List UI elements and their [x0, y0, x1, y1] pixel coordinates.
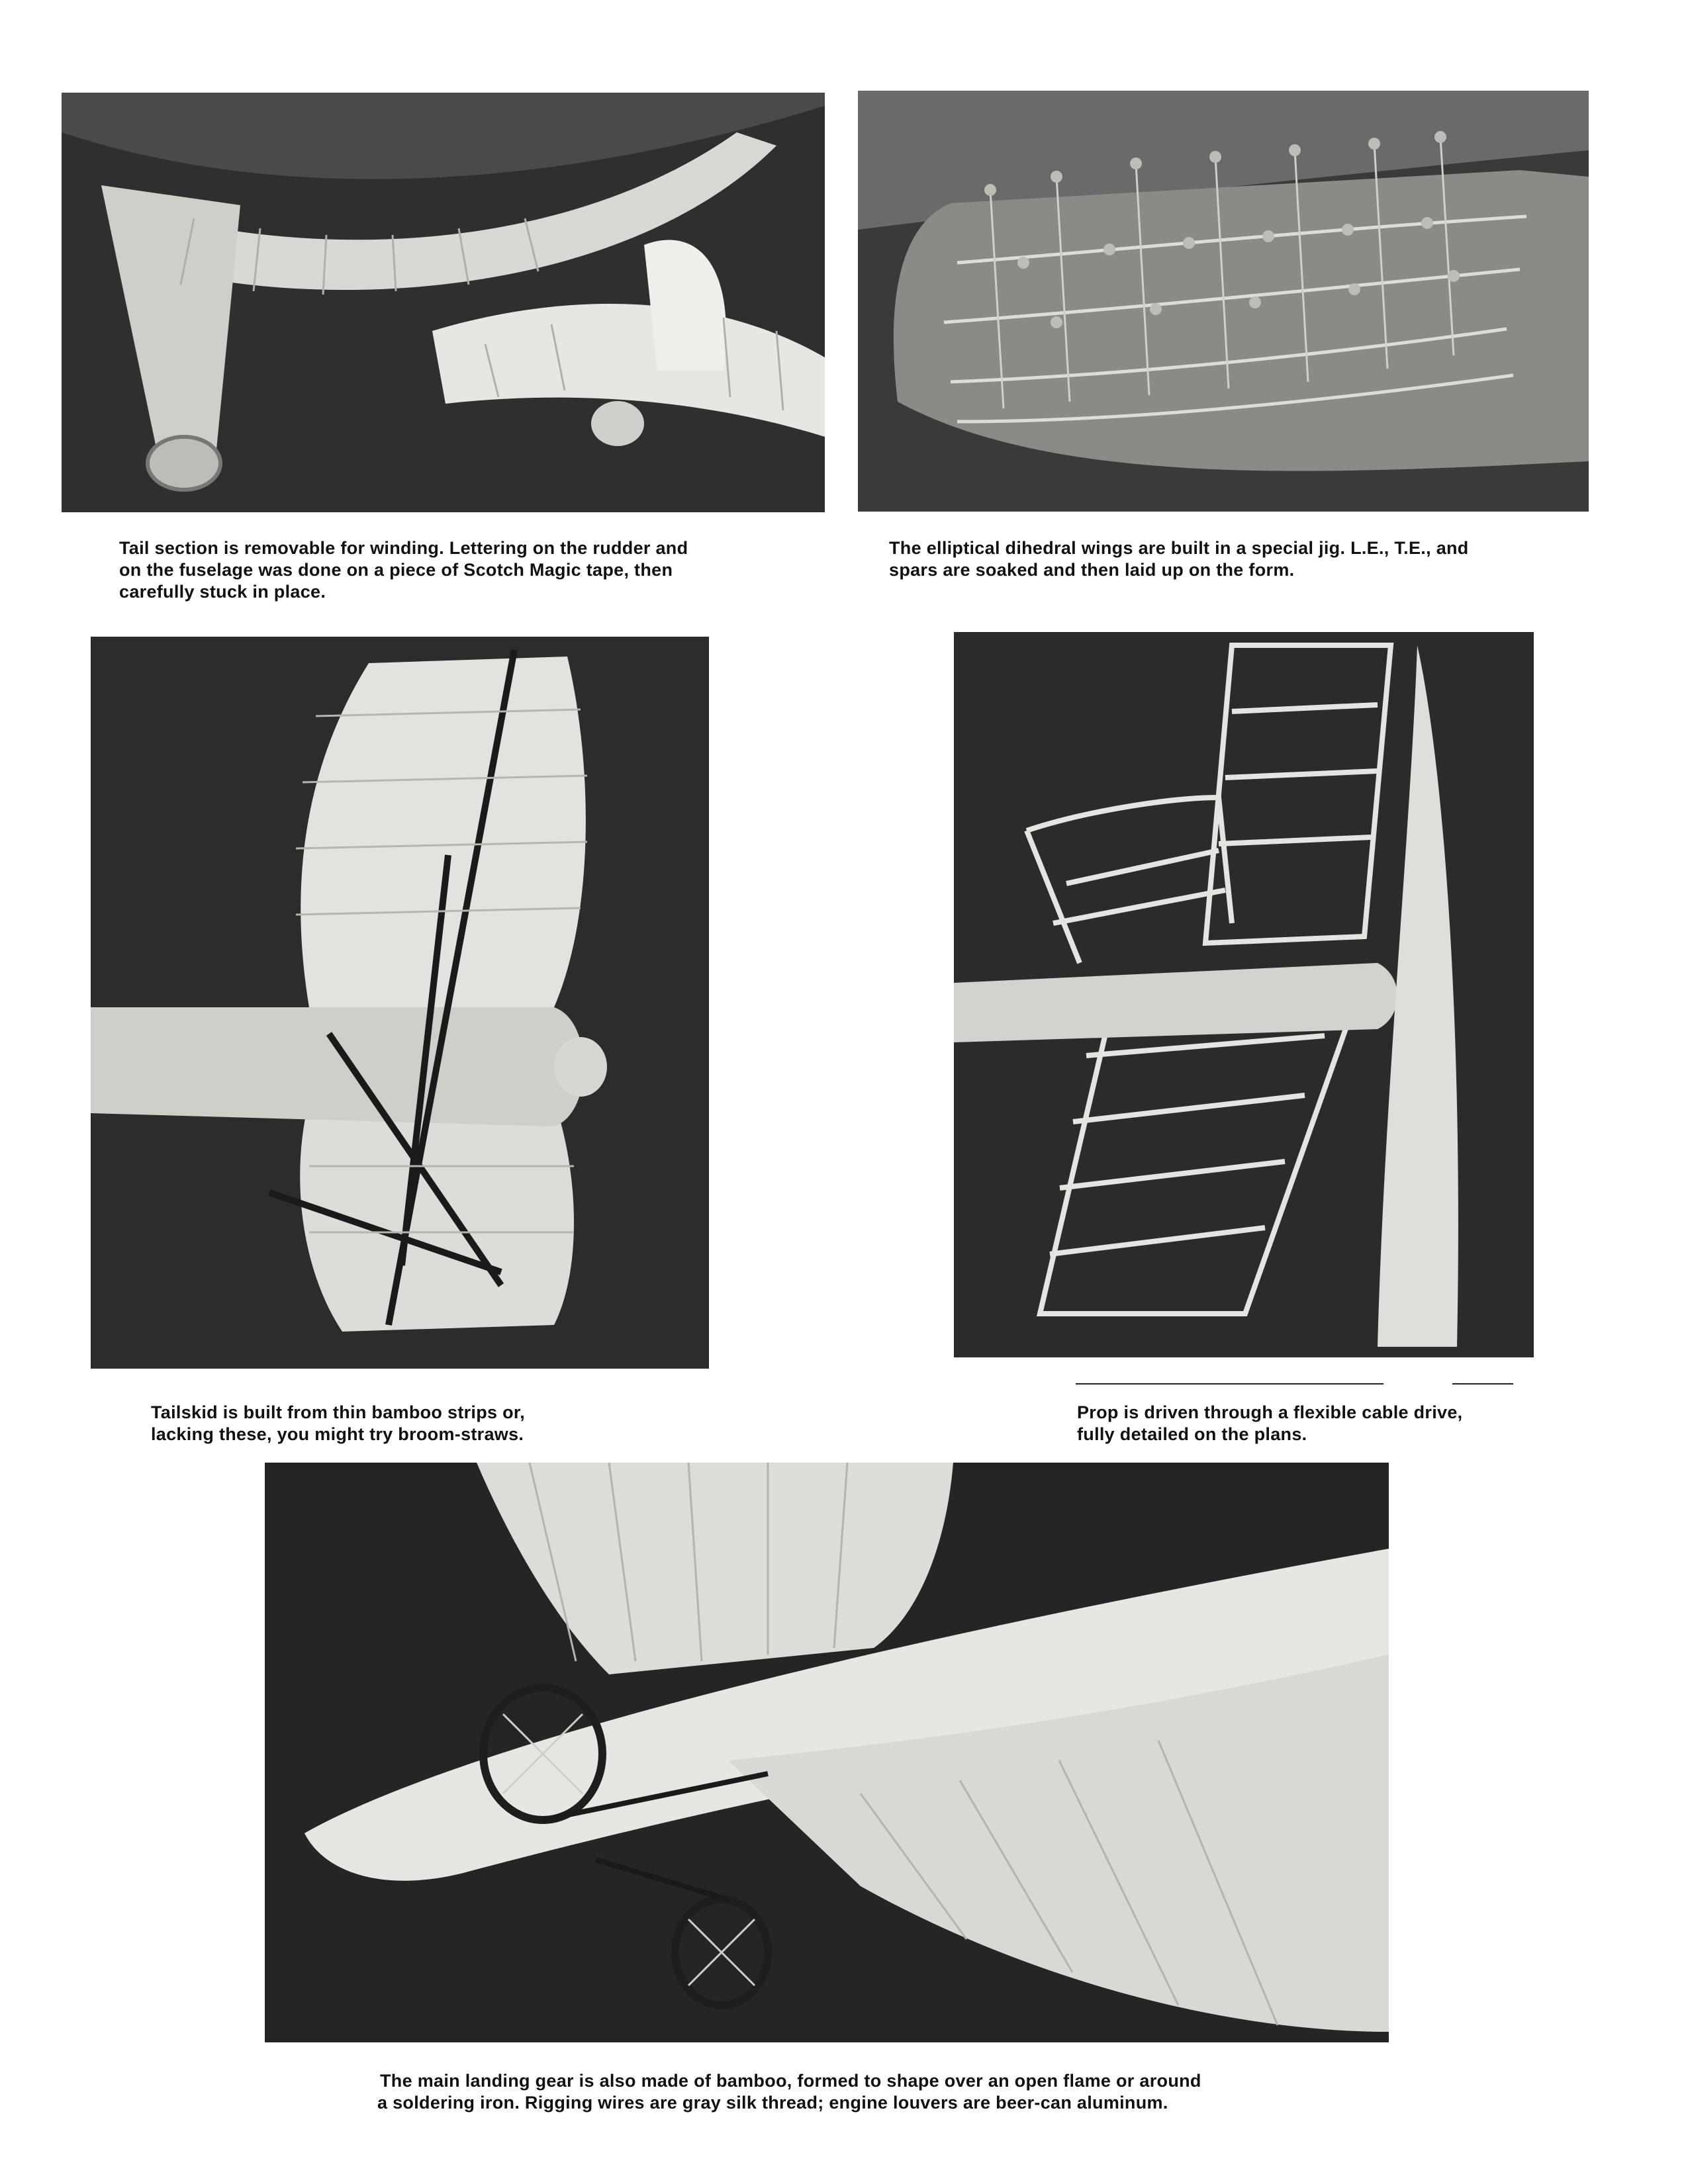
- photo-prop-drive: [954, 632, 1534, 1357]
- caption-line: fully detailed on the plans.: [1077, 1424, 1307, 1444]
- caption-line: a soldering iron. Rigging wires are gray silk thread; engine louvers are beer-can aluminum.: [377, 2093, 1168, 2113]
- caption-line: lacking these, you might try broom-straws.: [151, 1424, 524, 1444]
- landing-gear-illustration: [265, 1463, 1389, 2042]
- photo-tail-section: [62, 93, 825, 512]
- caption-prop-drive: [1077, 1402, 1462, 1445]
- photo-wing-jig: [858, 91, 1589, 512]
- tailskid-illustration: [91, 637, 709, 1369]
- caption-line: Tailskid is built from thin bamboo strips or,: [151, 1402, 526, 1422]
- caption-line: The elliptical dihedral wings are built in a special jig. L.E., T.E., and: [889, 538, 1469, 558]
- caption-wing-jig: [889, 537, 1469, 581]
- prop-drive-illustration: [954, 632, 1534, 1357]
- tail-section-illustration: [62, 93, 825, 512]
- photo-tailskid: [91, 637, 709, 1369]
- caption-landing-gear: [377, 2070, 1201, 2114]
- caption-line: Tail section is removable for winding. Lettering on the rudder and: [119, 538, 688, 558]
- caption-tailskid: [151, 1402, 525, 1445]
- caption-tail-section: [119, 537, 688, 603]
- divider-line: [1076, 1383, 1383, 1385]
- wing-jig-illustration: [858, 91, 1589, 512]
- photo-landing-gear: [265, 1463, 1389, 2042]
- caption-line: The main landing gear is also made of bamboo, formed to shape over an open flame or around: [380, 2071, 1201, 2091]
- caption-line: carefully stuck in place.: [119, 582, 326, 602]
- caption-line: spars are soaked and then laid up on the form.: [889, 560, 1295, 580]
- caption-line: on the fuselage was done on a piece of Scotch Magic tape, then: [119, 560, 673, 580]
- divider-line: [1452, 1383, 1513, 1385]
- caption-line: Prop is driven through a flexible cable drive,: [1077, 1402, 1463, 1422]
